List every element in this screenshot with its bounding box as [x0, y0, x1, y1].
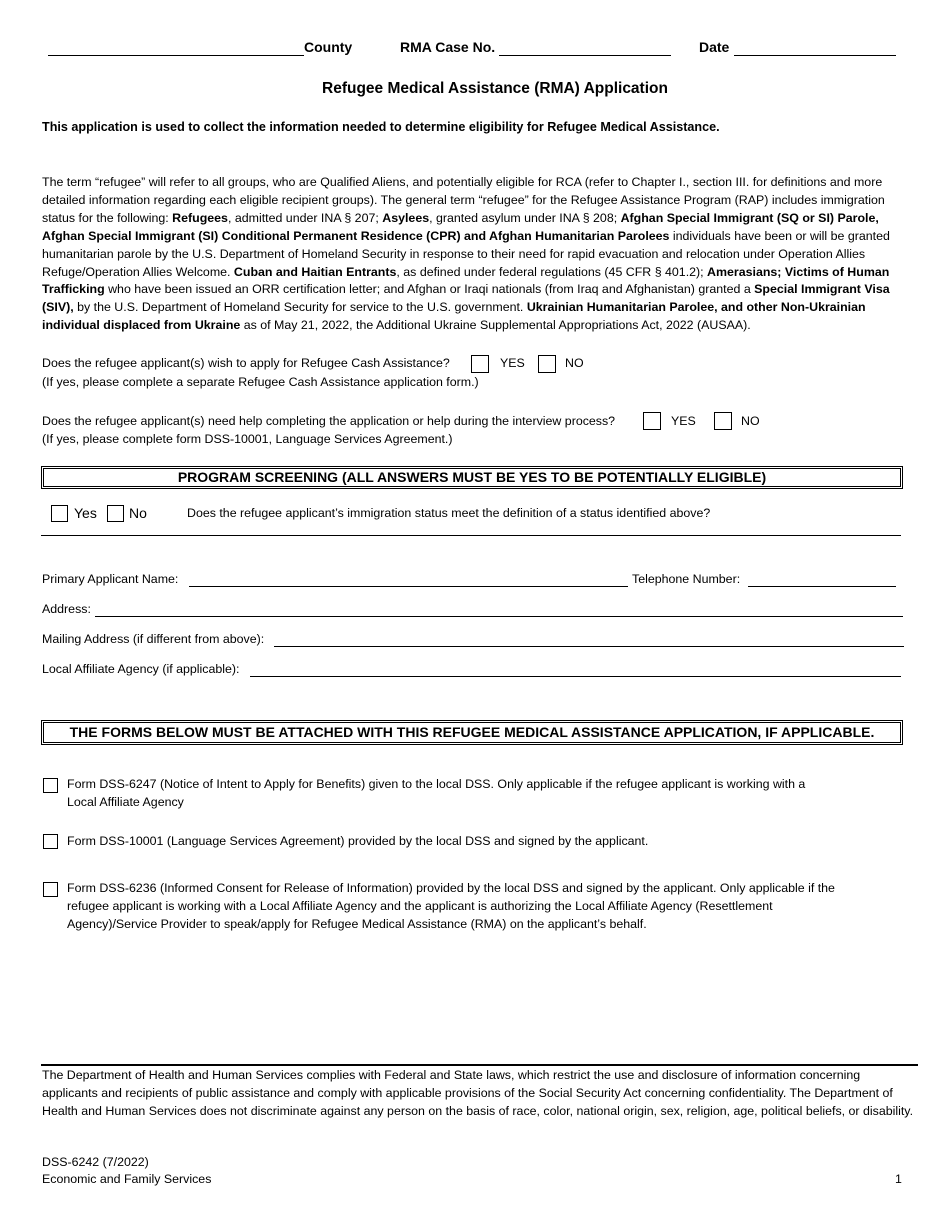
affiliate-agency-label: Local Affiliate Agency (if applicable): — [42, 662, 240, 676]
cash-question: Does the refugee applicant(s) wish to apply for Refugee Cash Assistance? — [42, 356, 450, 370]
confidentiality-notice: The Department of Health and Human Services complies with Federal and State laws, which restrict the use and disclosure of information concerning applicants and recipients of public assistance and comply with applicable provisions of the Social Security Act concerning confidentiality. The Department of Health and Human Services does not discriminate against any person on the basis of race, color, national origin, sex, religion, age, political beliefs, or disability. — [42, 1068, 914, 1118]
county-label: County — [304, 39, 353, 55]
forms-header — [41, 720, 903, 745]
form-dss-6247-line1: Form DSS-6247 (Notice of Intent to Apply for Benefits) given to the local DSS. Only applicable if the refugee applicant is working with a — [67, 777, 806, 791]
screening-yes-label: Yes — [74, 505, 97, 521]
screening-question: Does the refugee applicant’s immigration status meet the definition of a status identified above? — [187, 506, 711, 520]
county-field[interactable] — [48, 55, 304, 56]
rma-case-field[interactable] — [499, 55, 671, 56]
form-dss-6236-line3: Agency)/Service Provider to speak/apply for Refugee Medical Assistance (RMA) on the applicant’s behalf. — [67, 917, 647, 931]
telephone-field[interactable] — [748, 586, 896, 587]
help-yes-label: YES — [671, 414, 696, 428]
program-screening-header — [41, 466, 903, 489]
form-dss-6247-line2: Local Affiliate Agency — [67, 795, 184, 809]
definition-paragraph: The term “refugee” will refer to all groups, who are Qualified Aliens, and potentially eligible for RCA (refer to Chapter I., section III. for definitions and more detailed information regarding each eligible recipient groups). The general term “refugee” for the Refugee Assistance Program (RAP) includes immigration status for the following: Refugees, admitted under INA § 207; Asylees, granted asylum under INA § 208; Afghan Special Immigrant (SQ or SI) Parole, Afghan Special Immigrant (SI) Conditional Permanent Residence (CPR) and Afghan Humanitarian Parolees individuals have been or will be granted humanitarian parole by the U.S. Department of Homeland Security in response to their need for rapid evacuation and relocation under Operation Allies Refuge/Operation Allies Welcome. Cuban and Haitian Entrants, as defined under federal regulations (45 CFR § 401.2); Amerasians; Victims of Human Trafficking who have been issued an ORR certification letter; and Afghan or Iraqi nationals (from Iraq and Afghanistan) granted a Special Immigrant Visa (SIV), by the U.S. Department of Homeland Security for service to the U.S. government. Ukrainian Humanitarian Parolee, and other Non-Ukrainian individual displaced from Ukraine as of May 21, 2022, the Additional Ukraine Supplemental Appropriations Act, 2022 (AUSAA). — [42, 175, 890, 333]
form-dss-6236-line2: refugee applicant is working with a Local Affiliate Agency and the applicant is authorizing the Local Affiliate Agency (Resettlement — [67, 899, 773, 913]
cash-no-label: NO — [565, 356, 584, 370]
form-dss-6236-checkbox[interactable] — [43, 882, 58, 897]
help-note: (If yes, please complete form DSS-10001, Language Services Agreement.) — [42, 432, 453, 446]
forms-header-title: THE FORMS BELOW MUST BE ATTACHED WITH THIS REFUGEE MEDICAL ASSISTANCE APPLICATION, IF APPLICABLE. — [43, 722, 901, 743]
footer-divider — [41, 1064, 918, 1066]
screening-no-label: No — [129, 505, 147, 521]
screening-no-checkbox[interactable] — [107, 505, 124, 522]
form-number: DSS-6242 (7/2022) — [42, 1155, 149, 1169]
form-dss-10001-line1: Form DSS-10001 (Language Services Agreement) provided by the local DSS and signed by the applicant. — [67, 834, 649, 848]
help-no-checkbox[interactable] — [714, 412, 732, 430]
form-dss-6236-line1: Form DSS-6236 (Informed Consent for Release of Information) provided by the local DSS and signed by the applicant. Only applicable if the — [67, 881, 835, 895]
date-field[interactable] — [734, 55, 896, 56]
cash-yes-checkbox[interactable] — [471, 355, 489, 373]
page-title: Refugee Medical Assistance (RMA) Application — [322, 80, 668, 97]
page-number: 1 — [895, 1172, 902, 1186]
help-yes-checkbox[interactable] — [643, 412, 661, 430]
address-label: Address: — [42, 602, 91, 616]
program-screening-title: PROGRAM SCREENING (ALL ANSWERS MUST BE YES TO BE POTENTIALLY ELIGIBLE) — [43, 468, 901, 487]
primary-name-field[interactable] — [189, 586, 628, 587]
address-field[interactable] — [95, 616, 903, 617]
telephone-label: Telephone Number: — [632, 572, 741, 586]
rma-case-label: RMA Case No. — [400, 39, 496, 55]
screening-divider — [41, 535, 901, 536]
primary-name-label: Primary Applicant Name: — [42, 572, 179, 586]
division-name: Economic and Family Services — [42, 1172, 212, 1186]
mailing-address-label: Mailing Address (if different from above): — [42, 632, 265, 646]
help-no-label: NO — [741, 414, 760, 428]
affiliate-agency-field[interactable] — [250, 676, 901, 677]
form-dss-10001-checkbox[interactable] — [43, 834, 58, 849]
screening-yes-checkbox[interactable] — [51, 505, 68, 522]
intro-text: This application is used to collect the information needed to determine eligibility for Refugee Medical Assistance. — [42, 120, 720, 134]
form-dss-6247-checkbox[interactable] — [43, 778, 58, 793]
cash-yes-label: YES — [500, 356, 525, 370]
date-label: Date — [699, 39, 730, 55]
help-question: Does the refugee applicant(s) need help completing the application or help during the interview process? — [42, 414, 616, 428]
cash-no-checkbox[interactable] — [538, 355, 556, 373]
mailing-address-field[interactable] — [274, 646, 904, 647]
cash-note: (If yes, please complete a separate Refugee Cash Assistance application form.) — [42, 375, 479, 389]
